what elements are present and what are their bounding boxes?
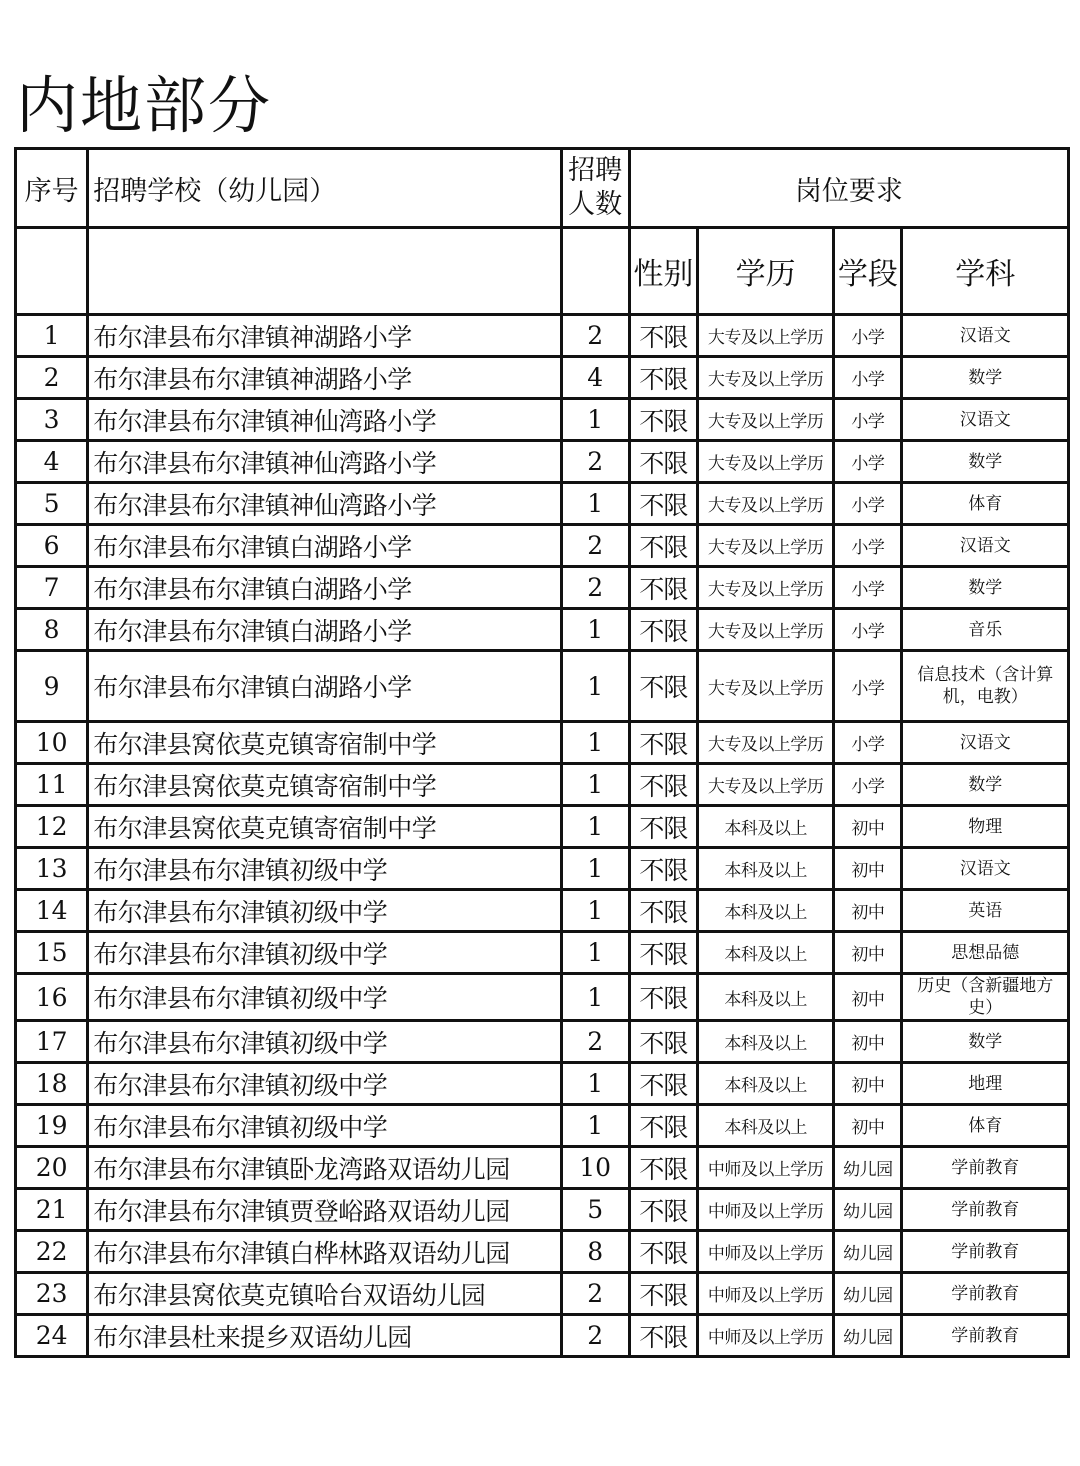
cell-education: 大专及以上学历 [697,567,833,609]
cell-subject: 学前教育 [902,1231,1069,1273]
cell-education: 大专及以上学历 [697,483,833,525]
cell-count: 10 [561,1147,629,1189]
header-row-sub [16,228,1069,315]
header-education: 学历 [697,228,833,315]
cell-no: 10 [16,722,88,764]
table-row [16,764,1069,806]
cell-education: 本科及以上 [697,848,833,890]
cell-stage: 小学 [834,483,902,525]
cell-school: 布尔津县布尔津镇白湖路小学 [88,651,561,722]
cell-education: 大专及以上学历 [697,525,833,567]
header-row-main [16,149,1069,228]
cell-no: 4 [16,441,88,483]
cell-no: 18 [16,1063,88,1105]
cell-subject: 数学 [902,1021,1069,1063]
cell-sex: 不限 [629,764,697,806]
cell-count: 4 [561,357,629,399]
cell-sex: 不限 [629,651,697,722]
header-school: 招聘学校（幼儿园） [88,149,561,228]
cell-education: 本科及以上 [697,1021,833,1063]
cell-subject: 思想品德 [902,932,1069,974]
cell-count: 1 [561,806,629,848]
cell-count: 2 [561,315,629,357]
cell-education: 大专及以上学历 [697,441,833,483]
cell-school: 布尔津县布尔津镇初级中学 [88,932,561,974]
cell-sex: 不限 [629,483,697,525]
cell-subject: 信息技术（含计算机，电教） [902,651,1069,722]
cell-stage: 小学 [834,764,902,806]
cell-sex: 不限 [629,1273,697,1315]
cell-subject: 汉语文 [902,399,1069,441]
cell-stage: 小学 [834,315,902,357]
cell-no: 21 [16,1189,88,1231]
table-row [16,848,1069,890]
cell-no: 6 [16,525,88,567]
cell-school: 布尔津县布尔津镇初级中学 [88,1105,561,1147]
header-count-spacer [561,228,629,315]
cell-no: 16 [16,974,88,1021]
cell-education: 本科及以上 [697,1105,833,1147]
cell-sex: 不限 [629,932,697,974]
table-row [16,567,1069,609]
cell-sex: 不限 [629,890,697,932]
cell-count: 2 [561,1273,629,1315]
header-sex: 性别 [629,228,697,315]
cell-subject: 物理 [902,806,1069,848]
cell-sex: 不限 [629,399,697,441]
cell-school: 布尔津县窝依莫克镇寄宿制中学 [88,806,561,848]
table-row [16,357,1069,399]
cell-subject: 音乐 [902,609,1069,651]
cell-no: 13 [16,848,88,890]
cell-stage: 初中 [834,1063,902,1105]
cell-stage: 初中 [834,806,902,848]
cell-count: 2 [561,525,629,567]
cell-no: 2 [16,357,88,399]
cell-count: 8 [561,1231,629,1273]
cell-no: 7 [16,567,88,609]
table-row [16,1315,1069,1357]
cell-school: 布尔津县杜来提乡双语幼儿园 [88,1315,561,1357]
cell-count: 1 [561,1105,629,1147]
cell-stage: 幼儿园 [834,1147,902,1189]
table-row [16,722,1069,764]
cell-subject: 英语 [902,890,1069,932]
cell-no: 24 [16,1315,88,1357]
cell-stage: 初中 [834,932,902,974]
cell-count: 1 [561,651,629,722]
cell-count: 1 [561,399,629,441]
table-row [16,399,1069,441]
cell-sex: 不限 [629,567,697,609]
cell-school: 布尔津县布尔津镇初级中学 [88,848,561,890]
cell-subject: 汉语文 [902,525,1069,567]
cell-stage: 小学 [834,441,902,483]
cell-no: 19 [16,1105,88,1147]
cell-school: 布尔津县布尔津镇神湖路小学 [88,315,561,357]
cell-subject: 数学 [902,764,1069,806]
cell-subject: 地理 [902,1063,1069,1105]
cell-stage: 初中 [834,974,902,1021]
cell-subject: 学前教育 [902,1189,1069,1231]
table-row [16,1273,1069,1315]
cell-subject: 汉语文 [902,722,1069,764]
table-row [16,1147,1069,1189]
cell-stage: 小学 [834,609,902,651]
cell-count: 5 [561,1189,629,1231]
cell-stage: 初中 [834,890,902,932]
cell-stage: 初中 [834,1021,902,1063]
cell-subject: 学前教育 [902,1315,1069,1357]
cell-school: 布尔津县布尔津镇白湖路小学 [88,609,561,651]
cell-school: 布尔津县布尔津镇初级中学 [88,974,561,1021]
cell-sex: 不限 [629,722,697,764]
table-row [16,1189,1069,1231]
header-requirements: 岗位要求 [629,149,1068,228]
cell-school: 布尔津县布尔津镇初级中学 [88,1021,561,1063]
cell-count: 1 [561,764,629,806]
cell-sex: 不限 [629,441,697,483]
cell-stage: 初中 [834,848,902,890]
cell-no: 20 [16,1147,88,1189]
cell-sex: 不限 [629,525,697,567]
cell-school: 布尔津县布尔津镇神仙湾路小学 [88,483,561,525]
cell-stage: 小学 [834,357,902,399]
cell-subject: 学前教育 [902,1273,1069,1315]
cell-count: 1 [561,932,629,974]
cell-count: 2 [561,1021,629,1063]
cell-education: 大专及以上学历 [697,399,833,441]
header-no-spacer [16,228,88,315]
cell-no: 22 [16,1231,88,1273]
cell-no: 5 [16,483,88,525]
cell-school: 布尔津县窝依莫克镇寄宿制中学 [88,764,561,806]
cell-school: 布尔津县布尔津镇白湖路小学 [88,567,561,609]
cell-subject: 历史（含新疆地方史） [902,974,1069,1021]
cell-school: 布尔津县布尔津镇初级中学 [88,1063,561,1105]
cell-school: 布尔津县窝依莫克镇哈台双语幼儿园 [88,1273,561,1315]
cell-sex: 不限 [629,357,697,399]
cell-subject: 学前教育 [902,1147,1069,1189]
cell-stage: 小学 [834,567,902,609]
table-row [16,1231,1069,1273]
cell-subject: 汉语文 [902,848,1069,890]
cell-sex: 不限 [629,848,697,890]
cell-education: 中师及以上学历 [697,1315,833,1357]
cell-education: 本科及以上 [697,806,833,848]
cell-no: 23 [16,1273,88,1315]
cell-school: 布尔津县布尔津镇卧龙湾路双语幼儿园 [88,1147,561,1189]
table-row [16,1021,1069,1063]
cell-education: 大专及以上学历 [697,609,833,651]
cell-sex: 不限 [629,806,697,848]
cell-no: 15 [16,932,88,974]
cell-school: 布尔津县布尔津镇白桦林路双语幼儿园 [88,1231,561,1273]
cell-sex: 不限 [629,974,697,1021]
cell-count: 2 [561,567,629,609]
cell-sex: 不限 [629,609,697,651]
cell-stage: 小学 [834,525,902,567]
cell-stage: 初中 [834,1105,902,1147]
cell-education: 中师及以上学历 [697,1273,833,1315]
cell-sex: 不限 [629,1063,697,1105]
cell-education: 本科及以上 [697,974,833,1021]
cell-education: 大专及以上学历 [697,315,833,357]
cell-no: 9 [16,651,88,722]
cell-education: 本科及以上 [697,932,833,974]
cell-school: 布尔津县布尔津镇神仙湾路小学 [88,441,561,483]
cell-no: 12 [16,806,88,848]
table-row [16,932,1069,974]
cell-school: 布尔津县布尔津镇初级中学 [88,890,561,932]
table-row [16,315,1069,357]
cell-school: 布尔津县布尔津镇贾登峪路双语幼儿园 [88,1189,561,1231]
cell-school: 布尔津县窝依莫克镇寄宿制中学 [88,722,561,764]
cell-count: 1 [561,890,629,932]
cell-no: 14 [16,890,88,932]
cell-subject: 数学 [902,441,1069,483]
cell-education: 本科及以上 [697,890,833,932]
cell-education: 大专及以上学历 [697,651,833,722]
cell-subject: 体育 [902,1105,1069,1147]
table-body [16,315,1069,1357]
cell-no: 11 [16,764,88,806]
cell-count: 1 [561,974,629,1021]
cell-no: 3 [16,399,88,441]
cell-count: 2 [561,441,629,483]
cell-sex: 不限 [629,1189,697,1231]
cell-stage: 幼儿园 [834,1189,902,1231]
cell-no: 8 [16,609,88,651]
cell-sex: 不限 [629,1021,697,1063]
table-row [16,441,1069,483]
cell-count: 1 [561,609,629,651]
recruitment-table [14,147,1070,1358]
cell-subject: 汉语文 [902,315,1069,357]
cell-education: 大专及以上学历 [697,722,833,764]
table-row [16,890,1069,932]
cell-count: 1 [561,1063,629,1105]
table-row [16,609,1069,651]
cell-school: 布尔津县布尔津镇白湖路小学 [88,525,561,567]
cell-stage: 小学 [834,399,902,441]
header-count: 招聘人数 [561,149,629,228]
cell-stage: 幼儿园 [834,1231,902,1273]
cell-sex: 不限 [629,315,697,357]
table-row [16,1105,1069,1147]
cell-stage: 幼儿园 [834,1273,902,1315]
cell-sex: 不限 [629,1105,697,1147]
cell-stage: 幼儿园 [834,1315,902,1357]
cell-education: 中师及以上学历 [697,1231,833,1273]
cell-count: 1 [561,722,629,764]
cell-no: 1 [16,315,88,357]
table-row [16,651,1069,722]
cell-count: 1 [561,483,629,525]
cell-school: 布尔津县布尔津镇神湖路小学 [88,357,561,399]
table-row [16,974,1069,1021]
cell-education: 本科及以上 [697,1063,833,1105]
table-row [16,483,1069,525]
cell-subject: 数学 [902,567,1069,609]
header-school-spacer [88,228,561,315]
header-stage: 学段 [834,228,902,315]
header-no: 序号 [16,149,88,228]
cell-education: 中师及以上学历 [697,1147,833,1189]
cell-count: 2 [561,1315,629,1357]
cell-count: 1 [561,848,629,890]
table-row [16,806,1069,848]
cell-education: 大专及以上学历 [697,764,833,806]
cell-no: 17 [16,1021,88,1063]
cell-subject: 体育 [902,483,1069,525]
cell-school: 布尔津县布尔津镇神仙湾路小学 [88,399,561,441]
cell-stage: 小学 [834,722,902,764]
cell-education: 中师及以上学历 [697,1189,833,1231]
table-row [16,525,1069,567]
cell-education: 大专及以上学历 [697,357,833,399]
cell-subject: 数学 [902,357,1069,399]
cell-sex: 不限 [629,1315,697,1357]
cell-sex: 不限 [629,1147,697,1189]
cell-stage: 小学 [834,651,902,722]
page-title: 内地部分 [16,69,273,142]
header-subject: 学科 [902,228,1069,315]
table-row [16,1063,1069,1105]
cell-sex: 不限 [629,1231,697,1273]
